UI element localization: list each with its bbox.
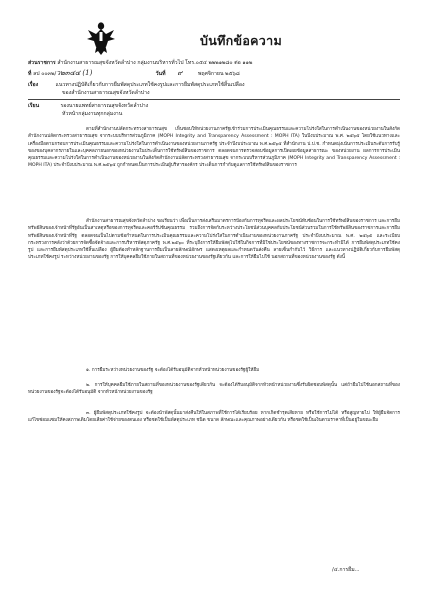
number-date-line (28, 70, 240, 78)
list-item-3: ๓. ผู้ยืมพัสดุประเภทใช้คงรูป จะต้องนำพัสดุนั้นมาส่งคืนให้ในสภาพที่ใช้การได้เรียบร้อย หากเกิดชำรุดเสียหาย หรือใช้การไม่ได้ หรือสูญหายไป ให้ผู้ยืมจัดการแก้ไขซ่อมแซมให้คงสภาพเดิมโดยเสียค่าใช้จ่ายของตนเอง หรือชดใช้เป็นพัสดุประเภท ชนิด ขนาด ลักษณะและคุณภาพอย่างเดียวกัน หรือชดใช้เป็นเงินตามราคาที่เป็นอยู่ในขณะยืม (28, 411, 400, 424)
subject-line-1 (28, 82, 245, 89)
date-rest: พฤศจิกายน ๒๕๖๘ (197, 71, 240, 77)
to-text-1: รองนายแพทย์สาธารณสุขจังหวัดลำปาง (60, 103, 149, 109)
garuda-emblem-icon (86, 20, 116, 56)
number-label: ที่ (28, 71, 32, 77)
date-day-handwritten: ๙ (177, 69, 183, 77)
number-value: ลป ๐๐๓๒/ (33, 71, 57, 77)
date-label: วันที่ (155, 71, 166, 77)
subject-line-2 (62, 90, 150, 97)
list-item-1: ๑. การยืมระหว่างหน่วยงานของรัฐ จะต้องได้รับอนุมัติจากหัวหน้าหน่วยงานของรัฐผู้ให้ยืม (86, 368, 260, 373)
agency-line (28, 60, 252, 67)
header-divider (28, 99, 400, 100)
subject-label: เรื่อง (28, 82, 39, 88)
to-line-1 (28, 103, 148, 110)
continuation-footer: /๔.การยืม... (332, 567, 360, 573)
agency-value: สำนักงานสาธารณสุขจังหวัดลำปาง กลุ่มงานบริหารทั่วไป โทร.๐๕๔ ๒๒๒๑๒๘๐ ต่อ ๑๑๒ (57, 60, 253, 66)
to-text-2: หัวหน้ากลุ่มงานทุกกลุ่มงาน (62, 111, 123, 117)
agency-label: ส่วนราชการ (28, 60, 56, 66)
to-line-2 (62, 111, 122, 118)
paragraph-1: ตามที่สำนักงานปลัดกระทรวงสาธารณสุข เห็นชอบให้หน่วยงานภาครัฐเข้าร่วมการประเมินคุณธรรมและความโปร่งใสในการดำเนินงานของหน่วยงานในสังกัดสำนักงานปลัดกระทรวงสาธารณสุข จากระบบบริหารส่วนภูมิภาค (MOPH Integrity and Transparency Assessment : MOPH ITA) ในปีงบประมาณ พ.ศ. ๒๕๖๕ โดยใช้แนวทางและเครื่องมือตามกรอบการประเมินคุณธรรมและความโปร่งใสในการดำเนินงานของหน่วยงานภาครัฐ ประจำปีงบประมาณ พ.ศ.๒๕๖๕ ที่สำนักงาน ป.ป.ช. กำหนดมุ่งเน้นการประเมินระดับการรับรู้ของของบุคลากรภายในและบุคคลภายนอกของหน่วยงานในประเด็นการใช้ทรัพย์สินของราชการ ตลอดจนการตรวจสอบข้อมูลการเปิดเผยข้อมูลสาธารณะ ของหน่วยงาน ผลการการประเมินคุณธรรมและความโปร่งใสในการดำเนินงานของหน่วยงานในสังกัดสำนักงานปลัดกระทรวงสาธารณสุข จากระบบบริหารส่วนภูมิภาค (MOPH Integrity and Transparency Assessment : MOPH ITA) ประจำปีงบประมาณ พ.ศ.๒๕๖๕ ถูกกำหนดเป็นการประเมินผู้บริหารองค์กร ประเด็นการกำกับดูแลการใช้ทรัพย์สินของราชการ (28, 127, 400, 169)
list-item-2: ๒. การให้บุคคลยืมใช้ภายในสถานที่ของหน่วยงานของรัฐเดียวกัน จะต้องได้รับอนุมัติจากหัวหน้าหน่วยงานซึ่งรับผิดชอบพัสดุนั้น แต่ถ้ายืมไปใช้นอกสถานที่ของหน่วยงานของรัฐจะต้องได้รับอนุมัติ จากหัวหน้าหน่วยงานของรัฐ (28, 383, 400, 396)
to-label: เรียน (28, 103, 40, 109)
subject-text-2: ของสำนักงานสาธารณสุขจังหวัดลำปาง (62, 90, 150, 96)
memo-heading: บันทึกข้อความ (200, 33, 282, 48)
subject-text-1: แนวทางปฏิบัติเกี่ยวกับการยืมพัสดุประเภทใช้คงรูปและการยืมพัสดุประเภทใช้สิ้นเปลือง (55, 82, 245, 88)
paragraph-2: สำนักงานสาธารณสุขจังหวัดลำปาง ขอเรียนว่า เพื่อเป็นการส่งเสริมมาตรการป้องกันการทุจริตและผลประโยชน์ทับซ้อนในการใช้ทรัพย์สินของราชการ และการยืมทรัพย์สินของเจ้าหน้าที่รัฐอันเป็นสาเหตุหรือของการทุจริตและคอร์รัปชันคุณธรรม รวมถึงการจัดกับระหว่างประโยชน์ส่วนบุคคลกับประโยชน์ส่วนรวมในการใช้ทรัพย์สินของราชการและการยืมทรัพย์สินของเจ้าหน้าที่รัฐ ตลอดจนเป็นไปตามข้อกำหนดในการประเมินคุณธรรมและความโปร่งใสในการดำเนินงานของหน่วยงานภาครัฐ ประจำปีงบประมาณ พ.ศ. ๒๕๖๕ และระเบียบกระทรวงการคลังว่าด้วยการจัดซื้อจัดจ้างและการบริหารพัสดุภาครัฐ พ.ศ.๒๕๖๐ ที่ระบุถึงการให้ยืมพัสดุไปใช้ในกิจการที่มิใช่ประโยชน์ของทางราชการจะกระทำมิได้ การยืมพัสดุประเภทใช้คงรูป และการยืมพัสดุประเภทใช้สิ้นเปลือง ผู้ยืมต้องทำหลักฐานการยืมเป็นลายลักษณ์อักษร แสดงเหตุผลและกำหนดวันส่งคืน ลายเซ็นกำกับไว้ วิธีการ และแนวทางปฏิบัติเกี่ยวกับการยืมพัสดุประเภทใช้คงรูป ระหว่างหน่วยงานของรัฐ การให้บุคคลยืมใช้ภายในสถานที่ของหน่วยงานของรัฐเดียวกัน และการให้ยืมไปใช้ นอกสถานที่ของหน่วยงานของรัฐ ดังนี้ (28, 219, 400, 261)
number-handwritten: ว๒๓๔๔ (1) (56, 69, 93, 77)
